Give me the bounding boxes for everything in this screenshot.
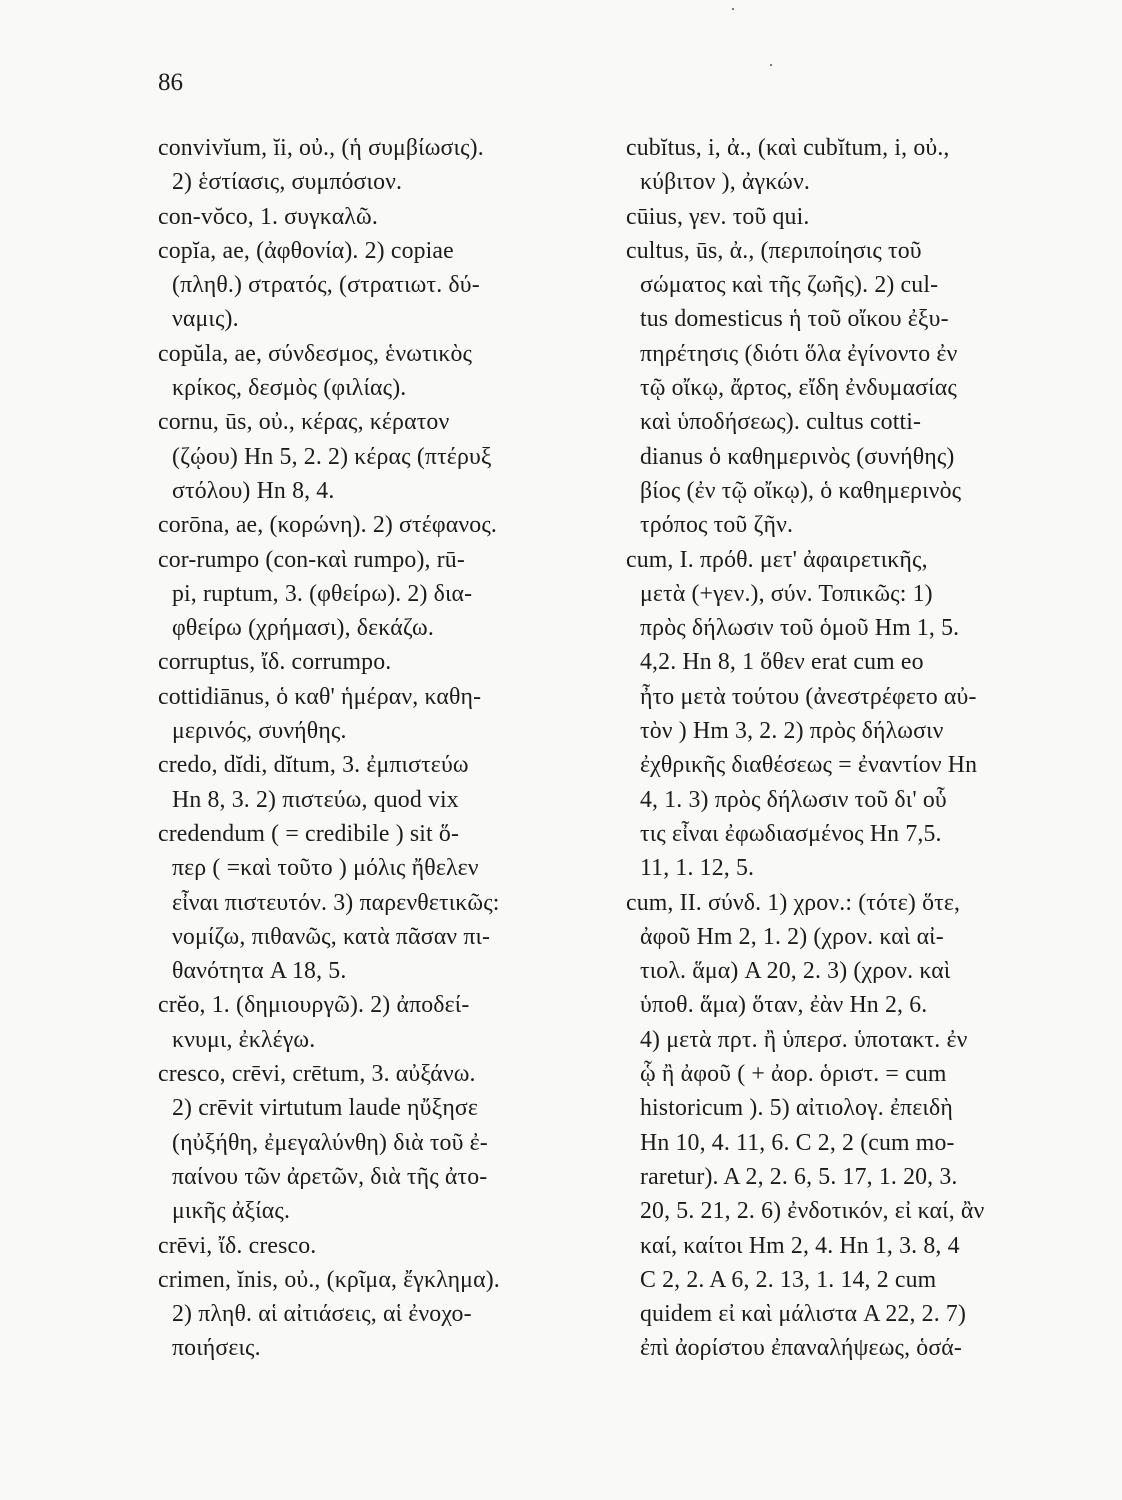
- dictionary-line: τιολ. ἅμα) A 20, 2. 3) (χρον. καὶ: [640, 958, 951, 985]
- dictionary-line: ἐχθρικῆς διαθέσεως = ἐναντίον Hn: [640, 752, 978, 779]
- dictionary-line: ἦτο μετὰ τούτου (ἀνεστρέφετο αὐ-: [640, 683, 977, 710]
- dictionary-line: corōna, ae, (κορώνη). 2) στέφανος.: [158, 512, 498, 539]
- dictionary-line: βίος (ἐν τῷ οἴκῳ), ὁ καθημερινὸς: [640, 477, 962, 504]
- dictionary-line: cūius, γεν. τοῦ qui.: [626, 203, 810, 230]
- right-column: [626, 131, 1090, 1366]
- dictionary-line: dianus ὁ καθημερινὸς (συνήθης): [640, 443, 955, 470]
- dictionary-line: περ ( =καὶ τοῦτο ) μόλις ἤθελεν: [172, 855, 479, 882]
- dictionary-line: μετὰ (+γεν.), σύν. Τοπικῶς: 1): [640, 580, 933, 607]
- dictionary-line: (πληθ.) στρατός, (στρατιωτ. δύ-: [172, 272, 480, 299]
- dictionary-line: ναμις).: [172, 306, 239, 333]
- dictionary-line: παίνου τῶν ἀρετῶν, διὰ τῆς ἀτο-: [172, 1163, 488, 1190]
- dictionary-line: cum, I. πρόθ. μετ' ἀφαιρετικῆς,: [626, 546, 928, 573]
- dictionary-line: ἐπὶ ἀορίστου ἐπαναλήψεως, ὁσά-: [640, 1335, 962, 1362]
- dictionary-line: raretur). A 2, 2. 6, 5. 17, 1. 20, 3.: [640, 1163, 958, 1190]
- dictionary-line: σώματος καὶ τῆς ζωῆς). 2) cul-: [640, 272, 939, 299]
- dictionary-line: μικῆς ἀξίας.: [172, 1198, 291, 1225]
- dictionary-line: καὶ ὑποδήσεως). cultus cotti-: [640, 409, 922, 436]
- dictionary-line: 2) ἑστίασις, συμπόσιον.: [172, 169, 403, 196]
- dictionary-line: cornu, ūs, οὐ., κέρας, κέρατον: [158, 409, 450, 436]
- dictionary-line: νομίζω, πιθανῶς, κατὰ πᾶσαν πι-: [172, 923, 491, 950]
- dictionary-line: 2) πληθ. αἱ αἰτιάσεις, αἱ ἐνοχο-: [172, 1301, 472, 1328]
- page-number: 86: [158, 69, 183, 96]
- dictionary-line: πηρέτησις (διότι ὅλα ἐγίνοντο ἐν: [640, 340, 958, 367]
- dictionary-line: Hn 8, 3. 2) πιστεύω, quod vix: [172, 786, 459, 813]
- dictionary-line: 2) crēvit virtutum laude ηὔξησε: [172, 1095, 479, 1122]
- dictionary-line: pi, ruptum, 3. (φθείρω). 2) δια-: [172, 580, 473, 607]
- dictionary-line: Hn 10, 4. 11, 6. C 2, 2 (cum mo-: [640, 1129, 955, 1156]
- dictionary-line: 4) μετὰ πρτ. ἢ ὑπερσ. ὑποτακτ. ἐν: [640, 1026, 968, 1053]
- dictionary-line: (ηὐξήθη, ἐμεγαλύνθη) διὰ τοῦ ἐ-: [172, 1129, 488, 1156]
- dictionary-line: ποιήσεις.: [172, 1335, 261, 1362]
- dictionary-line: historicum ). 5) αἰτιολογ. ἐπειδὴ: [640, 1095, 953, 1122]
- dictionary-line: cultus, ūs, ἀ., (περιποίησις τοῦ: [626, 237, 922, 264]
- scan-speck: [732, 8, 734, 10]
- dictionary-line: copĭa, ae, (ἀφθονία). 2) copiae: [158, 237, 454, 264]
- dictionary-line: cottidiānus, ὁ καθ' ἡμέραν, καθη-: [158, 683, 482, 710]
- dictionary-line: εἶναι πιστευτόν. 3) παρενθετικῶς:: [172, 889, 500, 916]
- dictionary-line: credo, dĭdi, dĭtum, 3. ἐμπιστεύω: [158, 752, 469, 779]
- dictionary-line: ὑποθ. ἅμα) ὅταν, ἐὰν Hn 2, 6.: [640, 992, 928, 1019]
- dictionary-line: con-vŏco, 1. συγκαλῶ.: [158, 203, 378, 230]
- dictionary-line: quidem εἰ καὶ μάλιστα A 22, 2. 7): [640, 1301, 967, 1328]
- dictionary-line: C 2, 2. A 6, 2. 13, 1. 14, 2 cum: [640, 1266, 937, 1293]
- dictionary-line: cubĭtus, i, ἀ., (καὶ cubĭtum, i, οὐ.,: [626, 135, 950, 161]
- dictionary-line: τις εἶναι ἐφωδιασμένος Hn 7,5.: [640, 820, 942, 847]
- dictionary-line: cor-rumpo (con-καὶ rumpo), rū-: [158, 546, 465, 573]
- dictionary-line: (ζῴου) Hn 5, 2. 2) κέρας (πτέρυξ: [172, 443, 492, 470]
- dictionary-line: ἀφοῦ Hm 2, 1. 2) (χρον. καὶ αἰ-: [640, 923, 944, 950]
- dictionary-line: cum, II. σύνδ. 1) χρον.: (τότε) ὅτε,: [626, 889, 961, 916]
- dictionary-line: κρίκος, δεσμὸς (φιλίας).: [172, 375, 407, 402]
- dictionary-line: θανότητα A 18, 5.: [172, 958, 347, 985]
- dictionary-line: tus domesticus ἡ τοῦ οἴκου ἐξυ-: [640, 306, 949, 333]
- dictionary-line: κύβιτον ), ἀγκών.: [640, 169, 810, 196]
- dictionary-line: crimen, ĭnis, οὐ., (κρῖμα, ἔγκλημα).: [158, 1266, 500, 1293]
- dictionary-line: μερινός, συνήθης.: [172, 718, 347, 745]
- dictionary-line: τῷ οἴκῳ, ἄρτος, εἴδη ἐνδυμασίας: [640, 375, 957, 402]
- left-column: [158, 131, 595, 1366]
- dictionary-line: convivĭum, ĭi, οὐ., (ἡ συμβίωσις).: [158, 135, 484, 161]
- dictionary-line: τρόπος τοῦ ζῆν.: [640, 512, 794, 539]
- dictionary-line: 4, 1. 3) πρὸς δήλωσιν τοῦ δι' οὗ: [640, 786, 947, 813]
- scan-speck: [770, 64, 772, 66]
- dictionary-line: copŭla, ae, σύνδεσμος, ἑνωτικὸς: [158, 340, 473, 367]
- dictionary-line: 20, 5. 21, 2. 6) ἐνδοτικόν, εἰ καί, ἂν: [640, 1198, 985, 1225]
- dictionary-line: cresco, crēvi, crētum, 3. αὐξάνω.: [158, 1061, 476, 1088]
- dictionary-line: καί, καίτοι Hm 2, 4. Hn 1, 3. 8, 4: [640, 1232, 960, 1259]
- dictionary-line: κνυμι, ἐκλέγω.: [172, 1026, 316, 1053]
- dictionary-line: στόλου) Hn 8, 4.: [172, 477, 335, 504]
- dictionary-line: ᾧ ἢ ἀφοῦ ( + ἀορ. ὁριστ. = cum: [640, 1061, 947, 1088]
- dictionary-line: φθείρω (χρήμασι), δεκάζω.: [172, 615, 434, 642]
- dictionary-line: πρὸς δήλωσιν τοῦ ὁμοῦ Hm 1, 5.: [640, 615, 960, 642]
- dictionary-line: crĕo, 1. (δημιουργῶ). 2) ἀποδεί-: [158, 992, 470, 1019]
- dictionary-line: credendum ( = credibile ) sit ὅ-: [158, 820, 460, 847]
- dictionary-line: 11, 1. 12, 5.: [640, 855, 755, 882]
- dictionary-line: crēvi, ἴδ. cresco.: [158, 1232, 317, 1259]
- dictionary-line: 4,2. Hn 8, 1 ὅθεν erat cum eo: [640, 649, 924, 676]
- dictionary-line: corruptus, ἴδ. corrumpo.: [158, 649, 392, 676]
- dictionary-line: τὸν ) Hm 3, 2. 2) πρὸς δήλωσιν: [640, 718, 944, 745]
